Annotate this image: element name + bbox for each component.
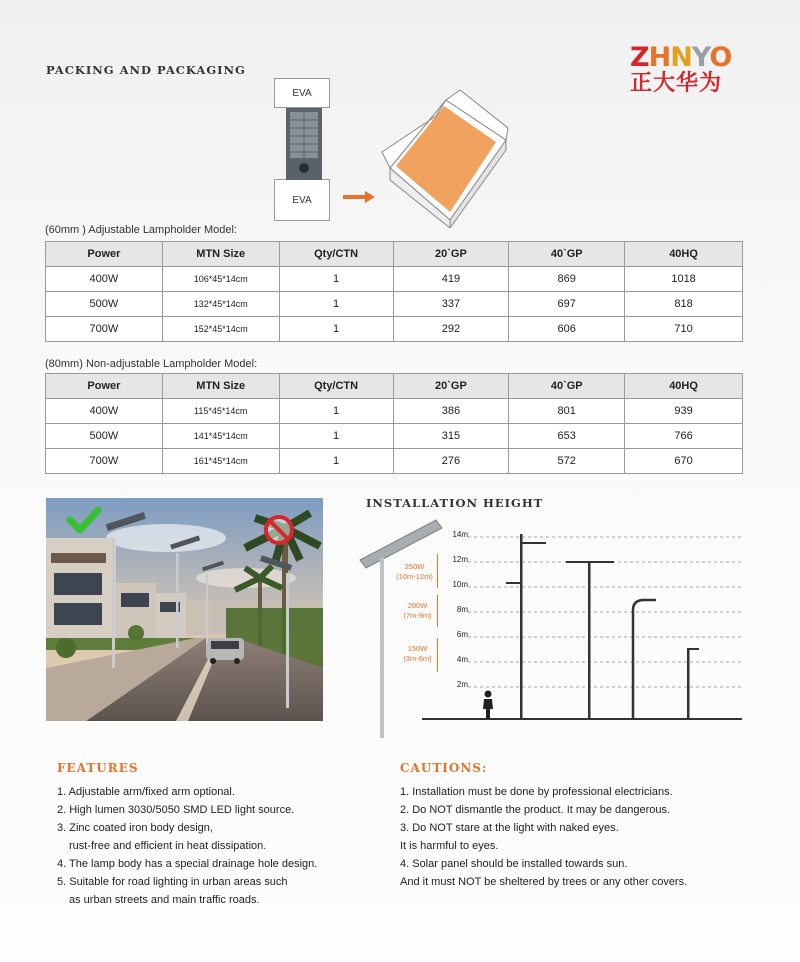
cell-qty: 1 (279, 399, 393, 424)
table2-caption: (80mm) Non-adjustable Lampholder Model: (45, 358, 258, 370)
list-item: rust-free and efficient in heat dissipation. (69, 840, 267, 852)
cell-20gp: 292 (393, 317, 509, 342)
eva-bottom-label: EVA (274, 179, 330, 221)
header-40gp: 40`GP (509, 242, 625, 267)
cell-40gp: 653 (509, 424, 625, 449)
list-item: 4. The lamp body has a special drainage hole design. (57, 858, 318, 870)
lamp-icon (280, 108, 330, 180)
cell-40hq: 670 (625, 449, 743, 474)
prohibited-icon (263, 514, 295, 546)
range-watt: 150W (407, 644, 428, 653)
list-item: 5. Suitable for road lighting in urban areas such (57, 876, 288, 888)
range-150w (398, 638, 438, 672)
table-row (46, 317, 743, 342)
height-label-14m: 14m (452, 530, 468, 539)
cell-40hq: 766 (625, 424, 743, 449)
cell-40hq: 710 (625, 317, 743, 342)
list-item: as urban streets and main traffic roads. (69, 894, 260, 906)
carton-box-icon (380, 88, 510, 228)
height-label-6m: 6m (456, 630, 468, 639)
cell-qty: 1 (279, 292, 393, 317)
list-item: 2. Do NOT dismantle the product. It may be dangerous. (400, 804, 671, 816)
list-item: 3. Do NOT stare at the light with naked eyes. (400, 822, 619, 834)
table-row (46, 424, 743, 449)
page-title: PACKING AND PACKAGING (46, 63, 246, 77)
range-meters: (7m-9m) (403, 611, 432, 620)
height-chart (420, 528, 745, 723)
arrow-right-icon (343, 190, 377, 204)
range-250w (392, 554, 438, 588)
cell-20gp: 419 (393, 267, 509, 292)
header-40hq: 40HQ (625, 242, 743, 267)
features-list (57, 783, 317, 909)
packing-table-adjustable (45, 241, 743, 342)
logo-text: ZHNYO (630, 42, 732, 73)
list-item: 3. Zinc coated iron body design, (57, 822, 213, 834)
packing-table-non-adjustable (45, 373, 743, 474)
cautions-list (400, 783, 687, 891)
cell-mtn-size: 152*45*14cm (162, 317, 279, 342)
list-item: 1. Adjustable arm/fixed arm optional. (57, 786, 235, 798)
header-mtn-size: MTN Size (162, 242, 279, 267)
cell-power: 700W (46, 317, 163, 342)
cell-power: 700W (46, 449, 163, 474)
cell-power: 500W (46, 424, 163, 449)
cell-qty: 1 (279, 267, 393, 292)
cell-mtn-size: 106*45*14cm (162, 267, 279, 292)
cell-40gp: 572 (509, 449, 625, 474)
cell-qty: 1 (279, 424, 393, 449)
header-power: Power (46, 242, 163, 267)
cell-20gp: 276 (393, 449, 509, 474)
cell-mtn-size: 132*45*14cm (162, 292, 279, 317)
cell-40hq: 1018 (625, 267, 743, 292)
cell-qty: 1 (279, 317, 393, 342)
cell-mtn-size: 115*45*14cm (162, 399, 279, 424)
installation-title: INSTALLATION HEIGHT (366, 496, 544, 510)
header-20gp: 20`GP (393, 374, 509, 399)
header-qty-ctn: Qty/CTN (279, 374, 393, 399)
features-title: FEATURES (57, 761, 139, 775)
cell-40hq: 939 (625, 399, 743, 424)
header-qty-ctn: Qty/CTN (279, 242, 393, 267)
cell-40gp: 801 (509, 399, 625, 424)
range-watt: 250W (404, 562, 425, 571)
list-item: And it must NOT be sheltered by trees or any other covers. (400, 876, 688, 888)
cell-20gp: 386 (393, 399, 509, 424)
range-200w (398, 595, 438, 627)
table1-caption: (60mm ) Adjustable Lampholder Model: (45, 224, 237, 236)
table-row (46, 399, 743, 424)
range-meters: (10m-12m) (396, 572, 433, 581)
header-power: Power (46, 374, 163, 399)
table-header-row (46, 242, 743, 267)
check-icon (66, 504, 102, 534)
height-label-10m: 10m (452, 580, 468, 589)
table-header-row (46, 374, 743, 399)
cell-qty: 1 (279, 449, 393, 474)
cell-20gp: 337 (393, 292, 509, 317)
list-item: 4. Solar panel should be installed towards sun. (400, 858, 628, 870)
cell-40gp: 869 (509, 267, 625, 292)
header-40hq: 40HQ (625, 374, 743, 399)
cell-mtn-size: 161*45*14cm (162, 449, 279, 474)
cell-20gp: 315 (393, 424, 509, 449)
logo-chinese: 正大华为 (630, 71, 723, 96)
cell-mtn-size: 141*45*14cm (162, 424, 279, 449)
height-label-12m: 12m (452, 555, 468, 564)
cell-40gp: 606 (509, 317, 625, 342)
cell-power: 400W (46, 267, 163, 292)
cell-power: 500W (46, 292, 163, 317)
table-row (46, 292, 743, 317)
height-label-8m: 8m (456, 605, 468, 614)
table-row (46, 267, 743, 292)
table-row (46, 449, 743, 474)
list-item: 2. High lumen 3030/5050 SMD LED light source. (57, 804, 295, 816)
header-mtn-size: MTN Size (162, 374, 279, 399)
header-20gp: 20`GP (393, 242, 509, 267)
list-item: It is harmful to eyes. (400, 840, 499, 852)
eva-top-label: EVA (274, 78, 330, 108)
header-40gp: 40`GP (509, 374, 625, 399)
range-watt: 200W (407, 601, 428, 610)
height-label-4m: 4m (456, 655, 468, 664)
height-label-2m: 2m (456, 680, 468, 689)
list-item: 1. Installation must be done by professional electricians. (400, 786, 673, 798)
cell-power: 400W (46, 399, 163, 424)
cell-40hq: 818 (625, 292, 743, 317)
range-meters: (3m-6m) (403, 654, 432, 663)
street-photo (46, 498, 323, 721)
cell-40gp: 697 (509, 292, 625, 317)
brand-logo (630, 44, 740, 95)
cautions-title: CAUTIONS: (400, 761, 488, 775)
